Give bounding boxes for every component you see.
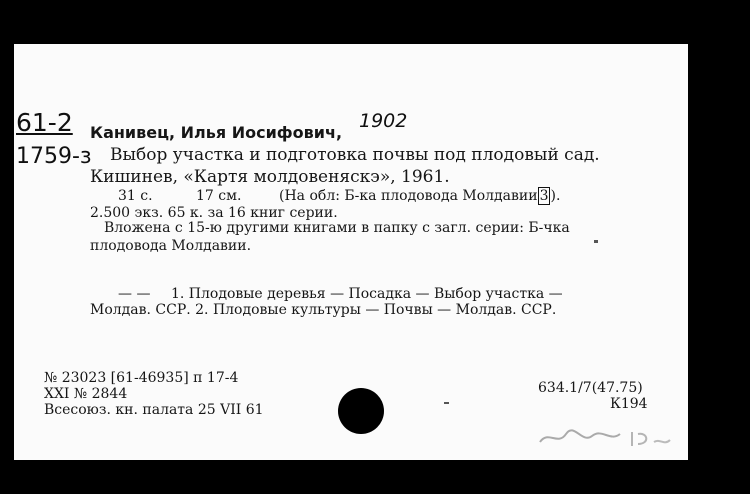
faded-stamp-scribble: [534, 422, 674, 452]
print-run-line: 2.500 экз. 65 к. за 16 книг серии.: [90, 205, 338, 221]
cover-note-text: (На обл: Б-ка плодовода Молдавии: [279, 188, 538, 204]
pages-extent: 31 с.: [118, 188, 153, 204]
book-chamber: Всесоюз. кн. палата 25 VII 61: [44, 402, 264, 418]
cutter-number: К194: [610, 396, 648, 412]
stray-mark: [444, 402, 449, 404]
author-name: Канивец, Илья Иосифович,: [90, 123, 343, 142]
subject-dash: — —: [118, 286, 151, 302]
birth-year-handwritten: 1902: [359, 110, 408, 132]
subject-heading-line-1: 1. Плодовые деревья — Посадка — Выбор участка —: [171, 286, 563, 302]
call-number-top: 61-2: [16, 108, 73, 137]
title-line: Выбор участка и подготовка почвы под плодовый сад.: [110, 145, 600, 165]
call-number-bottom: 1759-з: [16, 144, 92, 169]
series-number: XXI № 2844: [44, 386, 128, 402]
size-extent: 17 см.: [196, 188, 242, 204]
udc-class: 634.1/7(47.75): [538, 380, 643, 396]
record-number: № 23023 [61-46935] п 17-4: [44, 370, 239, 386]
insert-note-line-1: Вложена с 15-ю другими книгами в папку с загл. серии: Б-чка: [104, 220, 570, 236]
bracket-number: 3: [539, 188, 549, 204]
subject-heading-line-2: Молдав. ССР. 2. Плодовые культуры — Почвы — Молдав. ССР.: [90, 302, 557, 318]
cover-note-end: ).: [550, 188, 561, 204]
publication-line: Кишинев, «Картя молдовеняскэ», 1961.: [90, 167, 450, 187]
punch-hole: [338, 388, 384, 434]
stray-mark: [594, 240, 598, 243]
catalog-card: [14, 44, 688, 460]
insert-note-line-2: плодовода Молдавии.: [90, 238, 252, 254]
cover-note: [279, 188, 560, 204]
